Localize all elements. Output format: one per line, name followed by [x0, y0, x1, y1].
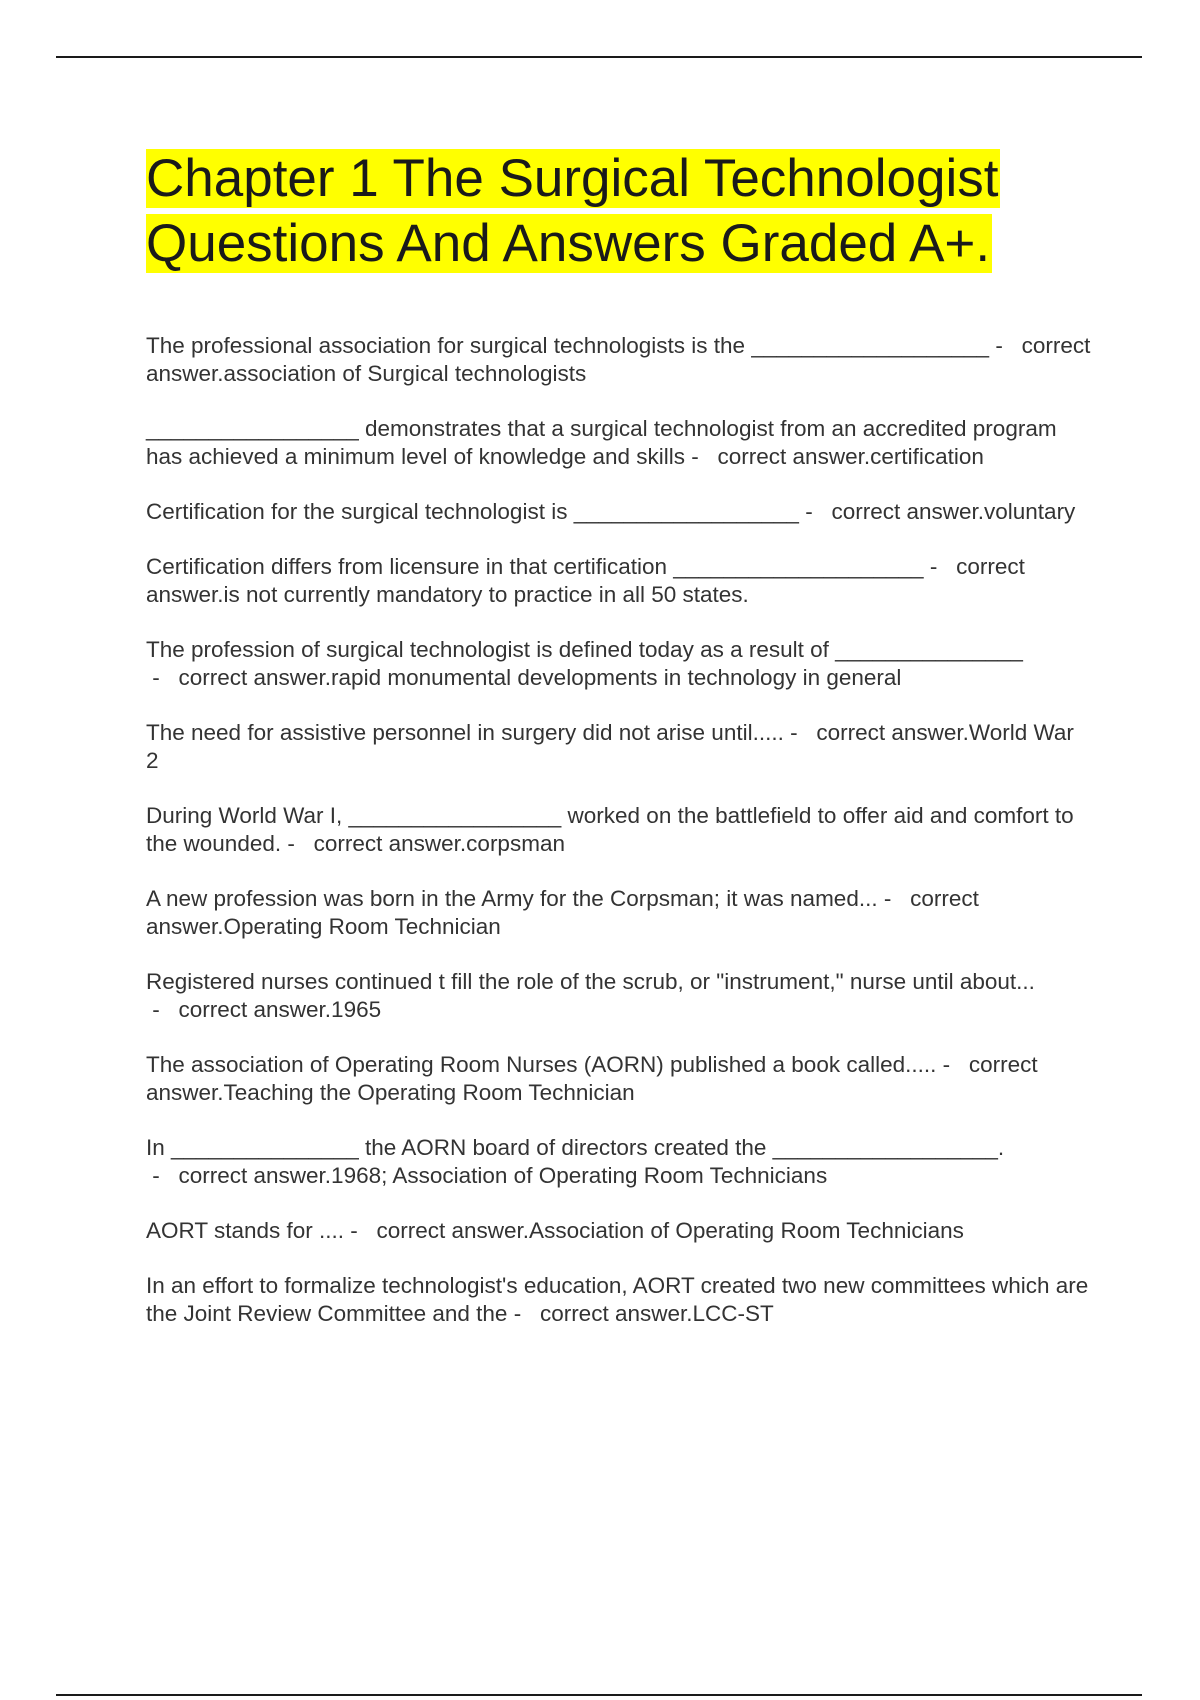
answer-text: correct answer.LCC-ST: [539, 1301, 774, 1326]
qa-item: A new profession was born in the Army for the Corpsman; it was named... - correct answer.Operating Room Technician: [146, 886, 979, 939]
qa-item: _________________ demonstrates that a surgical technologist from an accredited program has achieved a minimum level of knowledge and skills - correct answer.certification: [146, 416, 1057, 469]
qa-item: The profession of surgical technologist is defined today as a result of _______________ - correct answer.rapid monumental developments in technology in general: [146, 637, 1023, 690]
answer-text: correct answer.certification: [717, 444, 984, 469]
qa-item: In _______________ the AORN board of directors created the __________________. - correct answer.1968; Association of Operating Room Technicians: [146, 1135, 1005, 1188]
answer-text: correct answer.Teaching the Operating Room Technician: [146, 1052, 1038, 1105]
document-header: [146, 146, 1092, 276]
question-text: During World War I, _________________ worked on the battlefield to offer aid and comfort to the wounded.: [146, 803, 1074, 856]
answer-text: correct answer.1968; Association of Operating Room Technicians: [178, 1163, 828, 1188]
qa-list: [146, 332, 1092, 1355]
answer-text: correct answer.Association of Operating Room Technicians: [376, 1218, 964, 1243]
question-text: In an effort to formalize technologist's education, AORT created two new committees which are the Joint Review Committee and the: [146, 1273, 1089, 1326]
question-text: The association of Operating Room Nurses (AORN) published a book called.....: [146, 1052, 937, 1077]
question-text: Certification for the surgical technologist is __________________: [146, 499, 799, 524]
question-text: The need for assistive personnel in surgery did not arise until.....: [146, 720, 784, 745]
answer-text: correct answer.1965: [178, 997, 382, 1022]
top-divider: [56, 56, 1142, 58]
answer-text: correct answer.World War 2: [146, 720, 1074, 773]
question-text: Certification differs from licensure in that certification ____________________: [146, 554, 924, 579]
qa-item: During World War I, _________________ worked on the battlefield to offer aid and comfort to the wounded. - correct answer.corpsman: [146, 803, 1074, 856]
qa-item: The association of Operating Room Nurses (AORN) published a book called..... - correct answer.Teaching the Operating Room Technician: [146, 1052, 1038, 1105]
answer-text: correct answer.voluntary: [831, 499, 1076, 524]
question-text: A new profession was born in the Army for the Corpsman; it was named...: [146, 886, 878, 911]
question-text: _________________ demonstrates that a surgical technologist from an accredited program has achieved a minimum level of knowledge and skills: [146, 416, 1057, 469]
question-text: AORT stands for ....: [146, 1218, 344, 1243]
question-text: The professional association for surgical technologists is the ___________________: [146, 333, 990, 358]
qa-item: The professional association for surgical technologists is the ___________________ - correct answer.association of Surgical technologists: [146, 333, 1091, 386]
qa-item: Registered nurses continued t fill the role of the scrub, or "instrument," nurse until about... - correct answer.1965: [146, 969, 1035, 1022]
answer-text: correct answer.corpsman: [313, 831, 565, 856]
question-text: In _______________ the AORN board of directors created the __________________.: [146, 1135, 1005, 1160]
document-title: [146, 146, 1092, 276]
qa-item: In an effort to formalize technologist's education, AORT created two new committees which are the Joint Review Committee and the - correct answer.LCC-ST: [146, 1273, 1089, 1326]
answer-text: correct answer.association of Surgical technologists: [146, 333, 1091, 386]
answer-text: correct answer.Operating Room Technician: [146, 886, 979, 939]
question-text: Registered nurses continued t fill the role of the scrub, or "instrument," nurse until about...: [146, 969, 1035, 994]
qa-item: The need for assistive personnel in surgery did not arise until..... - correct answer.World War 2: [146, 720, 1074, 773]
bottom-divider: [56, 1694, 1142, 1696]
question-text: The profession of surgical technologist is defined today as a result of _______________: [146, 637, 1023, 662]
title-highlight: Chapter 1 The Surgical Technologist Questions And Answers Graded A+.: [146, 149, 999, 273]
qa-item: AORT stands for .... - correct answer.Association of Operating Room Technicians: [146, 1218, 964, 1243]
qa-item: Certification for the surgical technologist is __________________ - correct answer.voluntary: [146, 499, 1076, 524]
qa-item: Certification differs from licensure in that certification ____________________ - correct answer.is not currently mandatory to practice in all 50 states.: [146, 554, 1025, 607]
answer-text: correct answer.rapid monumental developments in technology in general: [178, 665, 902, 690]
answer-text: correct answer.is not currently mandatory to practice in all 50 states.: [146, 554, 1025, 607]
